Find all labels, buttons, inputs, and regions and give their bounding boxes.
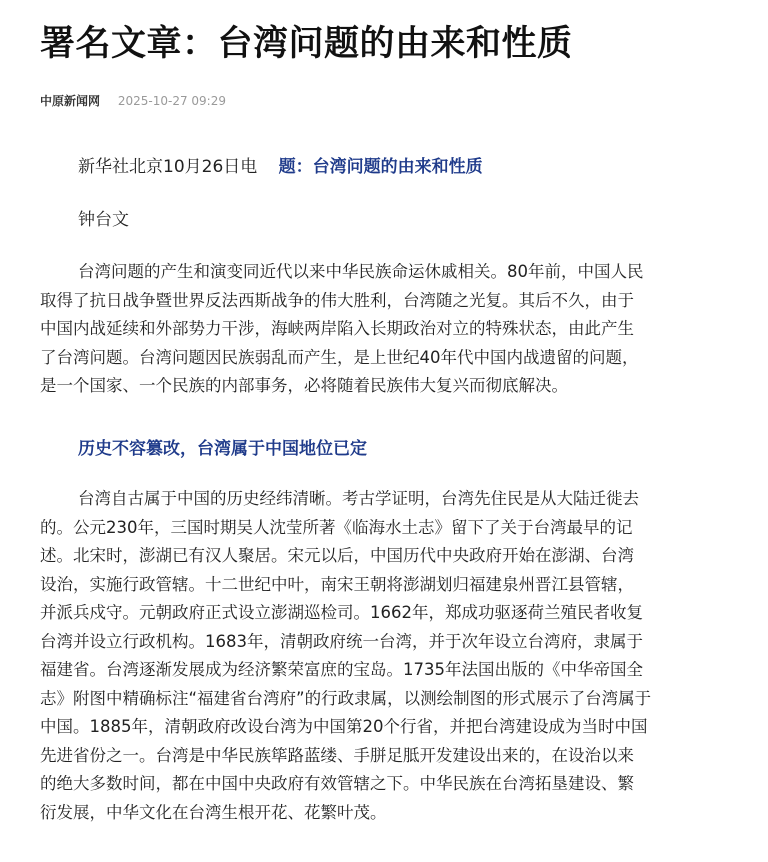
paragraph-line: 台湾自古属于中国的历史经纬清晰。考古学证明，台湾先住民是从大陆迁徙去 bbox=[78, 489, 639, 508]
article-title: 署名文章：台湾问题的由来和性质 bbox=[40, 24, 573, 64]
paragraph-line: 的绝大多数时间，都在中国中央政府有效管辖之下。中华民族在台湾拓垦建设、繁 bbox=[40, 774, 634, 793]
author-name: 钟台文 bbox=[78, 210, 129, 230]
paragraph-line: 先进省份之一。台湾是中华民族筚路蓝缕、手胼足胝开发建设出来的，在设治以来 bbox=[40, 745, 634, 765]
paragraph-history bbox=[40, 485, 730, 827]
dateline: 新华社北京10月26日电 bbox=[78, 157, 258, 177]
paragraph-intro bbox=[40, 258, 730, 401]
paragraph-line: 中国内战延续和外部势力干涉，海峡两岸陷入长期政治对立的特殊状态，由此产生 bbox=[40, 319, 634, 338]
paragraph-line: 台湾问题的产生和演变同近代以来中华民族命运休戚相关。80年前，中国人民 bbox=[78, 262, 644, 281]
paragraph-line: 是一个国家、一个民族的内部事务，必将随着民族伟大复兴而彻底解决。 bbox=[40, 376, 568, 395]
paragraph-line: 了台湾问题。台湾问题因民族弱乱而产生，是上世纪40年代中国内战遗留的问题， bbox=[40, 347, 639, 367]
section-heading: 历史不容篡改，台湾属于中国地位已定 bbox=[78, 439, 367, 459]
paragraph-line: 设治，实施行政管辖。十二世纪中叶，南宋王朝将澎湖划归福建泉州晋江县管辖， bbox=[40, 574, 634, 594]
paragraph-line: 并派兵戍守。元朝政府正式设立澎湖巡检司。1662年，郑成功驱逐荷兰殖民者收复 bbox=[40, 603, 643, 622]
paragraph-line: 取得了抗日战争暨世界反法西斯战争的伟大胜利，台湾随之光复。其后不久，由于 bbox=[40, 290, 634, 310]
paragraph-line: 福建省。台湾逐渐发展成为经济繁荣富庶的宝岛。1735年法国出版的《中华帝国全 bbox=[40, 660, 643, 679]
paragraph-line: 台湾并设立行政机构。1683年，清朝政府统一台湾，并于次年设立台湾府，隶属于 bbox=[40, 631, 643, 651]
article-meta bbox=[40, 92, 226, 110]
source-name[interactable]: 中原新闻网 bbox=[40, 94, 101, 108]
paragraph-line: 衍发展，中华文化在台湾生根开花、花繁叶茂。 bbox=[40, 802, 387, 822]
dateline-row bbox=[78, 154, 483, 180]
paragraph-line: 的。公元230年，三国时期吴人沈莹所著《临海水土志》留下了关于台湾最早的记 bbox=[40, 517, 633, 537]
paragraph-line: 述。北宋时，澎湖已有汉人聚居。宋元以后，中国历代中央政府开始在澎湖、台湾 bbox=[40, 546, 634, 565]
publish-time: 2025-10-27 09:29 bbox=[117, 94, 226, 108]
paragraph-line: 中国。1885年，清朝政府改设台湾为中国第20个行省，并把台湾建设成为当时中国 bbox=[40, 717, 648, 736]
lead-title: 题：台湾问题的由来和性质 bbox=[278, 157, 483, 177]
paragraph-line: 志》附图中精确标注“福建省台湾府”的行政隶属，以测绘制图的形式展示了台湾属于 bbox=[40, 688, 652, 708]
